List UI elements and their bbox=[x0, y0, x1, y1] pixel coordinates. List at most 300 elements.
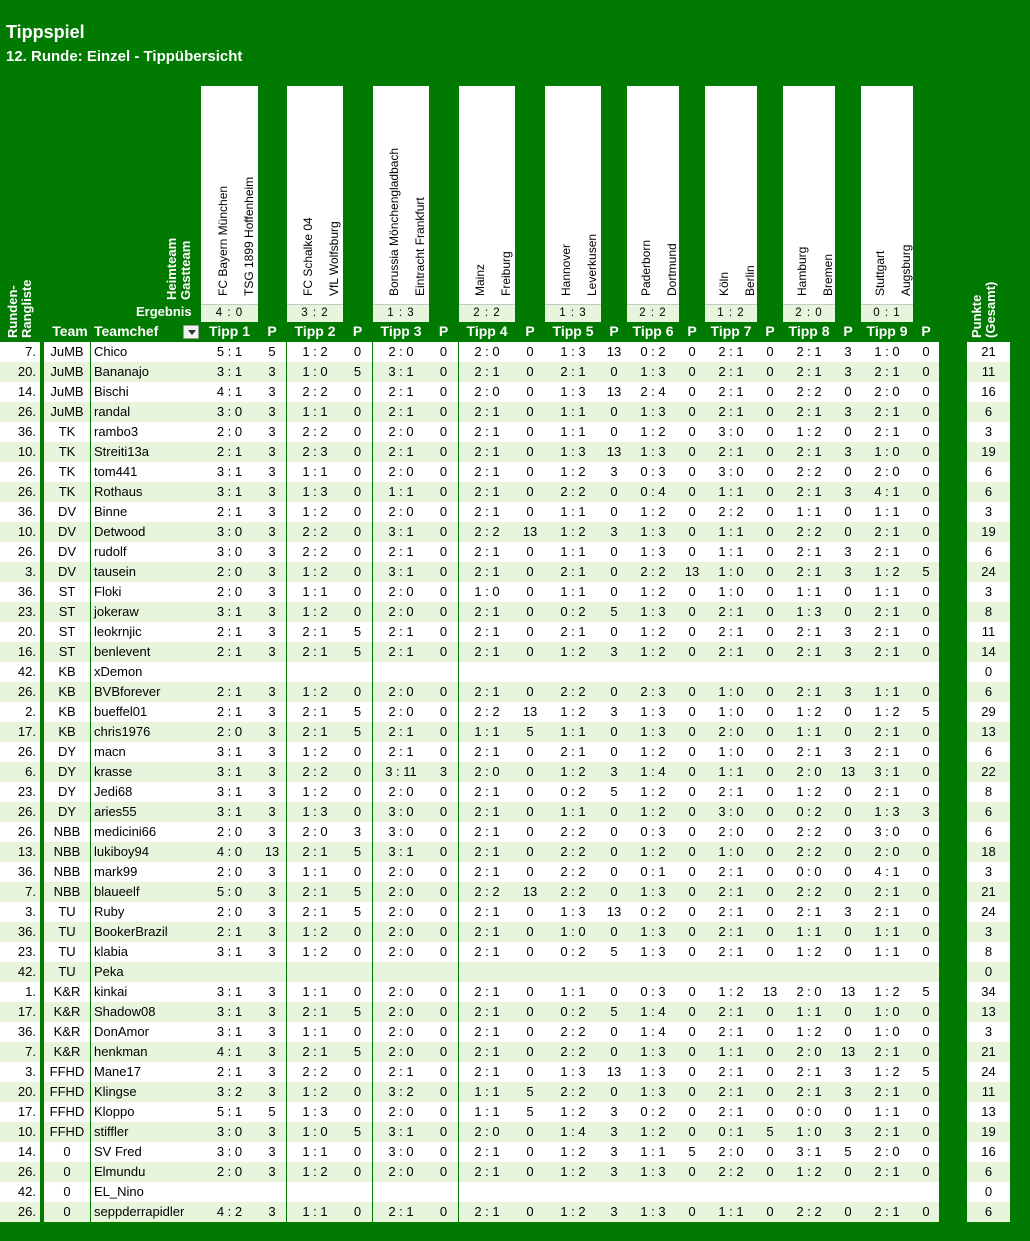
tipp-6: 1 : 2 bbox=[627, 802, 679, 822]
points-7: 0 bbox=[757, 622, 783, 642]
tipp-1: 3 : 0 bbox=[201, 402, 258, 422]
teamchef: Jedi68 bbox=[91, 782, 201, 802]
points-8: 0 bbox=[835, 1002, 861, 1022]
points-1: 3 bbox=[258, 682, 286, 702]
points-4: 5 bbox=[515, 1102, 545, 1122]
tipp-7: 2 : 1 bbox=[705, 1102, 757, 1122]
points-7: 0 bbox=[757, 562, 783, 582]
tipp-9: 2 : 0 bbox=[861, 462, 913, 482]
team: K&R bbox=[44, 1022, 90, 1042]
teamchef: BVBforever bbox=[91, 682, 201, 702]
tipp-1: 3 : 1 bbox=[201, 1002, 258, 1022]
tipp-8: 1 : 0 bbox=[783, 1122, 835, 1142]
points-4 bbox=[515, 662, 545, 682]
tipp-8: 2 : 1 bbox=[783, 442, 835, 462]
tipp-2: 1 : 0 bbox=[287, 362, 343, 382]
points-1: 3 bbox=[258, 582, 286, 602]
points-3: 0 bbox=[429, 382, 458, 402]
points-header-2: P bbox=[352, 323, 363, 339]
teamchef: macn bbox=[91, 742, 201, 762]
points-4: 0 bbox=[515, 982, 545, 1002]
table-row bbox=[0, 622, 1030, 642]
total-points: 13 bbox=[967, 722, 1010, 742]
teamchef: SV Fred bbox=[91, 1142, 201, 1162]
tipp-4: 2 : 1 bbox=[459, 502, 515, 522]
points-8: 0 bbox=[835, 722, 861, 742]
tipp-4: 2 : 1 bbox=[459, 1202, 515, 1222]
points-7 bbox=[757, 962, 783, 982]
tipp-7: 2 : 1 bbox=[705, 1062, 757, 1082]
points-8: 0 bbox=[835, 802, 861, 822]
points-3: 0 bbox=[429, 842, 458, 862]
team: DV bbox=[44, 562, 90, 582]
tipp-1: 5 : 1 bbox=[201, 342, 258, 362]
tipp-header-6: Tipp 6 bbox=[632, 323, 674, 339]
tipp-8: 2 : 1 bbox=[783, 622, 835, 642]
points-7: 0 bbox=[757, 862, 783, 882]
tipp-1: 2 : 0 bbox=[201, 562, 258, 582]
points-1: 3 bbox=[258, 762, 286, 782]
tipp-4: 2 : 1 bbox=[459, 402, 515, 422]
teamchef: mark99 bbox=[91, 862, 201, 882]
points-2: 0 bbox=[343, 342, 372, 362]
points-3: 0 bbox=[429, 402, 458, 422]
points-2: 5 bbox=[343, 902, 372, 922]
tipp-8: 0 : 0 bbox=[783, 862, 835, 882]
points-3: 0 bbox=[429, 562, 458, 582]
result-6: 2 : 2 bbox=[627, 305, 679, 322]
points-7: 5 bbox=[757, 1122, 783, 1142]
tipp-4: 2 : 1 bbox=[459, 922, 515, 942]
points-6: 0 bbox=[679, 1002, 705, 1022]
points-6: 0 bbox=[679, 982, 705, 1002]
tipp-2: 2 : 3 bbox=[287, 442, 343, 462]
away-team-4: Freiburg bbox=[499, 251, 513, 296]
rank: 26. bbox=[0, 742, 40, 762]
rank: 17. bbox=[0, 722, 40, 742]
team: DV bbox=[44, 522, 90, 542]
tipp-5: 2 : 2 bbox=[545, 882, 601, 902]
team: NBB bbox=[44, 862, 90, 882]
points-5: 3 bbox=[601, 1162, 627, 1182]
points-2: 5 bbox=[343, 622, 372, 642]
points-6: 0 bbox=[679, 462, 705, 482]
rank: 17. bbox=[0, 1102, 40, 1122]
team: TU bbox=[44, 942, 90, 962]
points-9: 0 bbox=[913, 522, 939, 542]
points-3: 0 bbox=[429, 822, 458, 842]
teamchef: EL_Nino bbox=[91, 1182, 201, 1202]
tipp-7: 2 : 1 bbox=[705, 782, 757, 802]
teamchef: tom441 bbox=[91, 462, 201, 482]
tipp-5: 1 : 2 bbox=[545, 1202, 601, 1222]
tipp-4: 2 : 1 bbox=[459, 942, 515, 962]
points-4: 0 bbox=[515, 442, 545, 462]
points-6: 0 bbox=[679, 942, 705, 962]
tipp-6: 1 : 2 bbox=[627, 642, 679, 662]
points-2: 0 bbox=[343, 742, 372, 762]
tipp-3: 3 : 1 bbox=[373, 562, 429, 582]
points-1: 3 bbox=[258, 602, 286, 622]
rank: 36. bbox=[0, 922, 40, 942]
team: DY bbox=[44, 782, 90, 802]
points-3: 0 bbox=[429, 442, 458, 462]
points-4: 0 bbox=[515, 1002, 545, 1022]
tipp-6: 1 : 2 bbox=[627, 422, 679, 442]
points-3 bbox=[429, 1182, 458, 1202]
points-4: 0 bbox=[515, 822, 545, 842]
points-1: 3 bbox=[258, 1162, 286, 1182]
points-2: 0 bbox=[343, 562, 372, 582]
points-2: 5 bbox=[343, 362, 372, 382]
total-points: 6 bbox=[967, 402, 1010, 422]
points-1: 5 bbox=[258, 1102, 286, 1122]
points-7: 0 bbox=[757, 362, 783, 382]
points-2: 0 bbox=[343, 982, 372, 1002]
points-3: 0 bbox=[429, 942, 458, 962]
points-2 bbox=[343, 662, 372, 682]
rank: 26. bbox=[0, 822, 40, 842]
points-4: 0 bbox=[515, 342, 545, 362]
tipp-4: 2 : 2 bbox=[459, 702, 515, 722]
tipp-1: 2 : 1 bbox=[201, 502, 258, 522]
points-6: 0 bbox=[679, 842, 705, 862]
teamchef: medicini66 bbox=[91, 822, 201, 842]
tipp-4 bbox=[459, 1182, 515, 1202]
points-5: 3 bbox=[601, 1122, 627, 1142]
tipp-7: 2 : 1 bbox=[705, 922, 757, 942]
tipp-5: 2 : 2 bbox=[545, 822, 601, 842]
home-team-1: FC Bayern München bbox=[215, 185, 230, 296]
table-row bbox=[0, 1102, 1030, 1122]
tipp-4: 2 : 1 bbox=[459, 822, 515, 842]
points-7: 0 bbox=[757, 442, 783, 462]
team: JuMB bbox=[44, 402, 90, 422]
points-3: 3 bbox=[429, 762, 458, 782]
teamchef: Klingse bbox=[91, 1082, 201, 1102]
tipp-2: 1 : 2 bbox=[287, 1162, 343, 1182]
away-team-3: Eintracht Frankfurt bbox=[413, 197, 427, 296]
tipp-5: 1 : 3 bbox=[545, 902, 601, 922]
points-5 bbox=[601, 962, 627, 982]
tipp-2: 2 : 1 bbox=[287, 722, 343, 742]
points-8: 13 bbox=[835, 982, 861, 1002]
tipp-3: 2 : 0 bbox=[373, 982, 429, 1002]
points-3: 0 bbox=[429, 582, 458, 602]
points-5: 3 bbox=[601, 522, 627, 542]
tipp-2: 1 : 1 bbox=[287, 862, 343, 882]
tipp-1: 4 : 2 bbox=[201, 1202, 258, 1222]
rank: 14. bbox=[0, 382, 40, 402]
team: K&R bbox=[44, 1002, 90, 1022]
points-3 bbox=[429, 662, 458, 682]
points-1: 3 bbox=[258, 502, 286, 522]
points-1: 3 bbox=[258, 862, 286, 882]
team: DY bbox=[44, 762, 90, 782]
points-2: 0 bbox=[343, 1082, 372, 1102]
points-8: 3 bbox=[835, 622, 861, 642]
tipp-7: 2 : 1 bbox=[705, 602, 757, 622]
points-7: 0 bbox=[757, 642, 783, 662]
tipp-3: 2 : 1 bbox=[373, 742, 429, 762]
teamchef: lukiboy94 bbox=[91, 842, 201, 862]
away-team-7: Berlin bbox=[743, 265, 757, 296]
points-9: 0 bbox=[913, 482, 939, 502]
rank: 26. bbox=[0, 682, 40, 702]
team: DY bbox=[44, 802, 90, 822]
points-header-9: P bbox=[921, 323, 931, 339]
points-5: 0 bbox=[601, 802, 627, 822]
points-8: 3 bbox=[835, 362, 861, 382]
teamchef: stiffler bbox=[91, 1122, 201, 1142]
tipp-3: 2 : 0 bbox=[373, 342, 429, 362]
tipp-9: 2 : 1 bbox=[861, 1122, 913, 1142]
points-6: 0 bbox=[679, 722, 705, 742]
points-8: 0 bbox=[835, 882, 861, 902]
points-4: 0 bbox=[515, 402, 545, 422]
teamchef: tausein bbox=[91, 562, 201, 582]
page-title: Tippspiel bbox=[6, 22, 85, 42]
filter-dropdown-button[interactable] bbox=[183, 325, 199, 339]
tipp-6 bbox=[627, 962, 679, 982]
tipp-1: 3 : 2 bbox=[201, 1082, 258, 1102]
points-8: 13 bbox=[835, 1042, 861, 1062]
points-3: 0 bbox=[429, 1082, 458, 1102]
tipp-6: 1 : 3 bbox=[627, 1082, 679, 1102]
points-2 bbox=[343, 1182, 372, 1202]
total-points: 6 bbox=[967, 802, 1010, 822]
tipp-2: 1 : 2 bbox=[287, 1082, 343, 1102]
tipp-3 bbox=[373, 662, 429, 682]
table-row bbox=[0, 662, 1030, 682]
tipp-6: 1 : 3 bbox=[627, 922, 679, 942]
points-1: 3 bbox=[258, 1062, 286, 1082]
tipp-6: 2 : 3 bbox=[627, 682, 679, 702]
tipp-8: 3 : 1 bbox=[783, 1142, 835, 1162]
tipp-4: 2 : 0 bbox=[459, 382, 515, 402]
tipp-3: 2 : 0 bbox=[373, 1022, 429, 1042]
points-2: 0 bbox=[343, 862, 372, 882]
points-6: 0 bbox=[679, 802, 705, 822]
points-9: 5 bbox=[913, 702, 939, 722]
points-5: 5 bbox=[601, 1002, 627, 1022]
tipp-6: 1 : 2 bbox=[627, 742, 679, 762]
points-3: 0 bbox=[429, 1042, 458, 1062]
tipp-6: 1 : 3 bbox=[627, 542, 679, 562]
tipp-9: 2 : 1 bbox=[861, 902, 913, 922]
tipp-7: 1 : 1 bbox=[705, 482, 757, 502]
table-row bbox=[0, 362, 1030, 382]
tipp-9: 2 : 0 bbox=[861, 842, 913, 862]
points-3: 0 bbox=[429, 1062, 458, 1082]
total-points: 3 bbox=[967, 922, 1010, 942]
total-points: 24 bbox=[967, 902, 1010, 922]
points-5: 5 bbox=[601, 602, 627, 622]
points-1: 3 bbox=[258, 1142, 286, 1162]
points-7: 0 bbox=[757, 722, 783, 742]
points-1: 3 bbox=[258, 1202, 286, 1222]
tipp-8: 1 : 2 bbox=[783, 1022, 835, 1042]
tipp-1: 5 : 1 bbox=[201, 1102, 258, 1122]
points-7: 0 bbox=[757, 1082, 783, 1102]
points-4: 0 bbox=[515, 602, 545, 622]
points-5: 3 bbox=[601, 1202, 627, 1222]
total-points: 3 bbox=[967, 422, 1010, 442]
points-5: 0 bbox=[601, 402, 627, 422]
rank: 42. bbox=[0, 962, 40, 982]
tipp-9: 1 : 3 bbox=[861, 802, 913, 822]
points-9: 0 bbox=[913, 362, 939, 382]
tipp-4: 2 : 1 bbox=[459, 1042, 515, 1062]
tipp-4: 1 : 1 bbox=[459, 722, 515, 742]
teamchef: benlevent bbox=[91, 642, 201, 662]
points-6: 0 bbox=[679, 642, 705, 662]
tipp-6 bbox=[627, 1182, 679, 1202]
tipp-8: 1 : 2 bbox=[783, 782, 835, 802]
tipp-1: 2 : 0 bbox=[201, 1162, 258, 1182]
tipp-2: 2 : 1 bbox=[287, 702, 343, 722]
points-header-6: P bbox=[687, 323, 697, 339]
points-8: 3 bbox=[835, 642, 861, 662]
points-9: 0 bbox=[913, 882, 939, 902]
total-points: 6 bbox=[967, 462, 1010, 482]
points-2: 5 bbox=[343, 642, 372, 662]
teamchef: klabia bbox=[91, 942, 201, 962]
tipp-6: 2 : 4 bbox=[627, 382, 679, 402]
points-4: 0 bbox=[515, 422, 545, 442]
tipp-9: 2 : 1 bbox=[861, 422, 913, 442]
points-1: 3 bbox=[258, 942, 286, 962]
tipp-1: 2 : 0 bbox=[201, 582, 258, 602]
points-3: 0 bbox=[429, 862, 458, 882]
points-9: 0 bbox=[913, 682, 939, 702]
tipp-5: 2 : 2 bbox=[545, 862, 601, 882]
points-4: 0 bbox=[515, 382, 545, 402]
tipp-4: 2 : 1 bbox=[459, 802, 515, 822]
points-3: 0 bbox=[429, 482, 458, 502]
points-7: 0 bbox=[757, 1022, 783, 1042]
match-column-7 bbox=[705, 86, 757, 322]
points-7: 0 bbox=[757, 422, 783, 442]
tipp-3: 2 : 1 bbox=[373, 622, 429, 642]
tipp-9: 2 : 1 bbox=[861, 362, 913, 382]
tipp-5: 2 : 1 bbox=[545, 562, 601, 582]
result-3: 1 : 3 bbox=[373, 305, 429, 322]
points-1: 3 bbox=[258, 1082, 286, 1102]
points-1: 3 bbox=[258, 782, 286, 802]
total-points: 29 bbox=[967, 702, 1010, 722]
tipp-7: 2 : 1 bbox=[705, 362, 757, 382]
tipp-5: 1 : 3 bbox=[545, 342, 601, 362]
tipp-9: 2 : 1 bbox=[861, 722, 913, 742]
points-2: 3 bbox=[343, 822, 372, 842]
points-5: 0 bbox=[601, 1022, 627, 1042]
tipp-2: 1 : 3 bbox=[287, 482, 343, 502]
points-9: 3 bbox=[913, 802, 939, 822]
team: TK bbox=[44, 462, 90, 482]
points-8: 5 bbox=[835, 1142, 861, 1162]
total-points: 6 bbox=[967, 1202, 1010, 1222]
team: ST bbox=[44, 622, 90, 642]
result-2: 3 : 2 bbox=[287, 305, 343, 322]
result-7: 1 : 2 bbox=[705, 305, 757, 322]
table-row bbox=[0, 802, 1030, 822]
teamchef: rudolf bbox=[91, 542, 201, 562]
points-8: 0 bbox=[835, 522, 861, 542]
tipp-8: 2 : 2 bbox=[783, 822, 835, 842]
points-6: 0 bbox=[679, 822, 705, 842]
tipp-6: 1 : 4 bbox=[627, 762, 679, 782]
tipp-6: 0 : 2 bbox=[627, 342, 679, 362]
tipp-1: 4 : 0 bbox=[201, 842, 258, 862]
points-7: 0 bbox=[757, 742, 783, 762]
tipp-3: 2 : 0 bbox=[373, 1042, 429, 1062]
tipp-6: 1 : 4 bbox=[627, 1002, 679, 1022]
tipp-5: 0 : 2 bbox=[545, 782, 601, 802]
points-5: 0 bbox=[601, 1082, 627, 1102]
tipp-4: 2 : 1 bbox=[459, 682, 515, 702]
tipp-2: 2 : 0 bbox=[287, 822, 343, 842]
points-4: 0 bbox=[515, 922, 545, 942]
points-4: 0 bbox=[515, 1022, 545, 1042]
points-7: 0 bbox=[757, 382, 783, 402]
tipp-2: 1 : 3 bbox=[287, 802, 343, 822]
tipp-9: 4 : 1 bbox=[861, 482, 913, 502]
team: K&R bbox=[44, 982, 90, 1002]
team: KB bbox=[44, 682, 90, 702]
tipp-7: 2 : 1 bbox=[705, 882, 757, 902]
teamchef: Rothaus bbox=[91, 482, 201, 502]
points-4: 0 bbox=[515, 762, 545, 782]
team: TK bbox=[44, 422, 90, 442]
points-6: 0 bbox=[679, 1202, 705, 1222]
tipp-6 bbox=[627, 662, 679, 682]
points-6 bbox=[679, 662, 705, 682]
points-8: 3 bbox=[835, 482, 861, 502]
total-points: 11 bbox=[967, 362, 1010, 382]
points-header-8: P bbox=[843, 323, 853, 339]
points-4: 0 bbox=[515, 902, 545, 922]
rank: 3. bbox=[0, 1062, 40, 1082]
table-row bbox=[0, 882, 1030, 902]
tipp-5: 0 : 2 bbox=[545, 942, 601, 962]
teamchef: Floki bbox=[91, 582, 201, 602]
points-5: 13 bbox=[601, 442, 627, 462]
total-points: 6 bbox=[967, 822, 1010, 842]
points-6: 0 bbox=[679, 342, 705, 362]
points-3: 0 bbox=[429, 462, 458, 482]
points-1: 3 bbox=[258, 1022, 286, 1042]
tipp-3: 2 : 0 bbox=[373, 502, 429, 522]
total-points: 24 bbox=[967, 1062, 1010, 1082]
tipp-9: 2 : 1 bbox=[861, 1162, 913, 1182]
tipp-3: 2 : 0 bbox=[373, 582, 429, 602]
points-3 bbox=[429, 962, 458, 982]
tipp-1: 3 : 1 bbox=[201, 802, 258, 822]
rank: 23. bbox=[0, 782, 40, 802]
tipp-1: 3 : 1 bbox=[201, 762, 258, 782]
points-2: 0 bbox=[343, 922, 372, 942]
points-7: 0 bbox=[757, 802, 783, 822]
result-4: 2 : 2 bbox=[459, 305, 515, 322]
tipp-2: 1 : 2 bbox=[287, 602, 343, 622]
tipp-8: 2 : 1 bbox=[783, 742, 835, 762]
teamchef: Bischi bbox=[91, 382, 201, 402]
table-row bbox=[0, 822, 1030, 842]
tipp-header-4: Tipp 4 bbox=[466, 323, 508, 339]
tipp-header-9: Tipp 9 bbox=[866, 323, 908, 339]
tipp-1: 2 : 1 bbox=[201, 642, 258, 662]
